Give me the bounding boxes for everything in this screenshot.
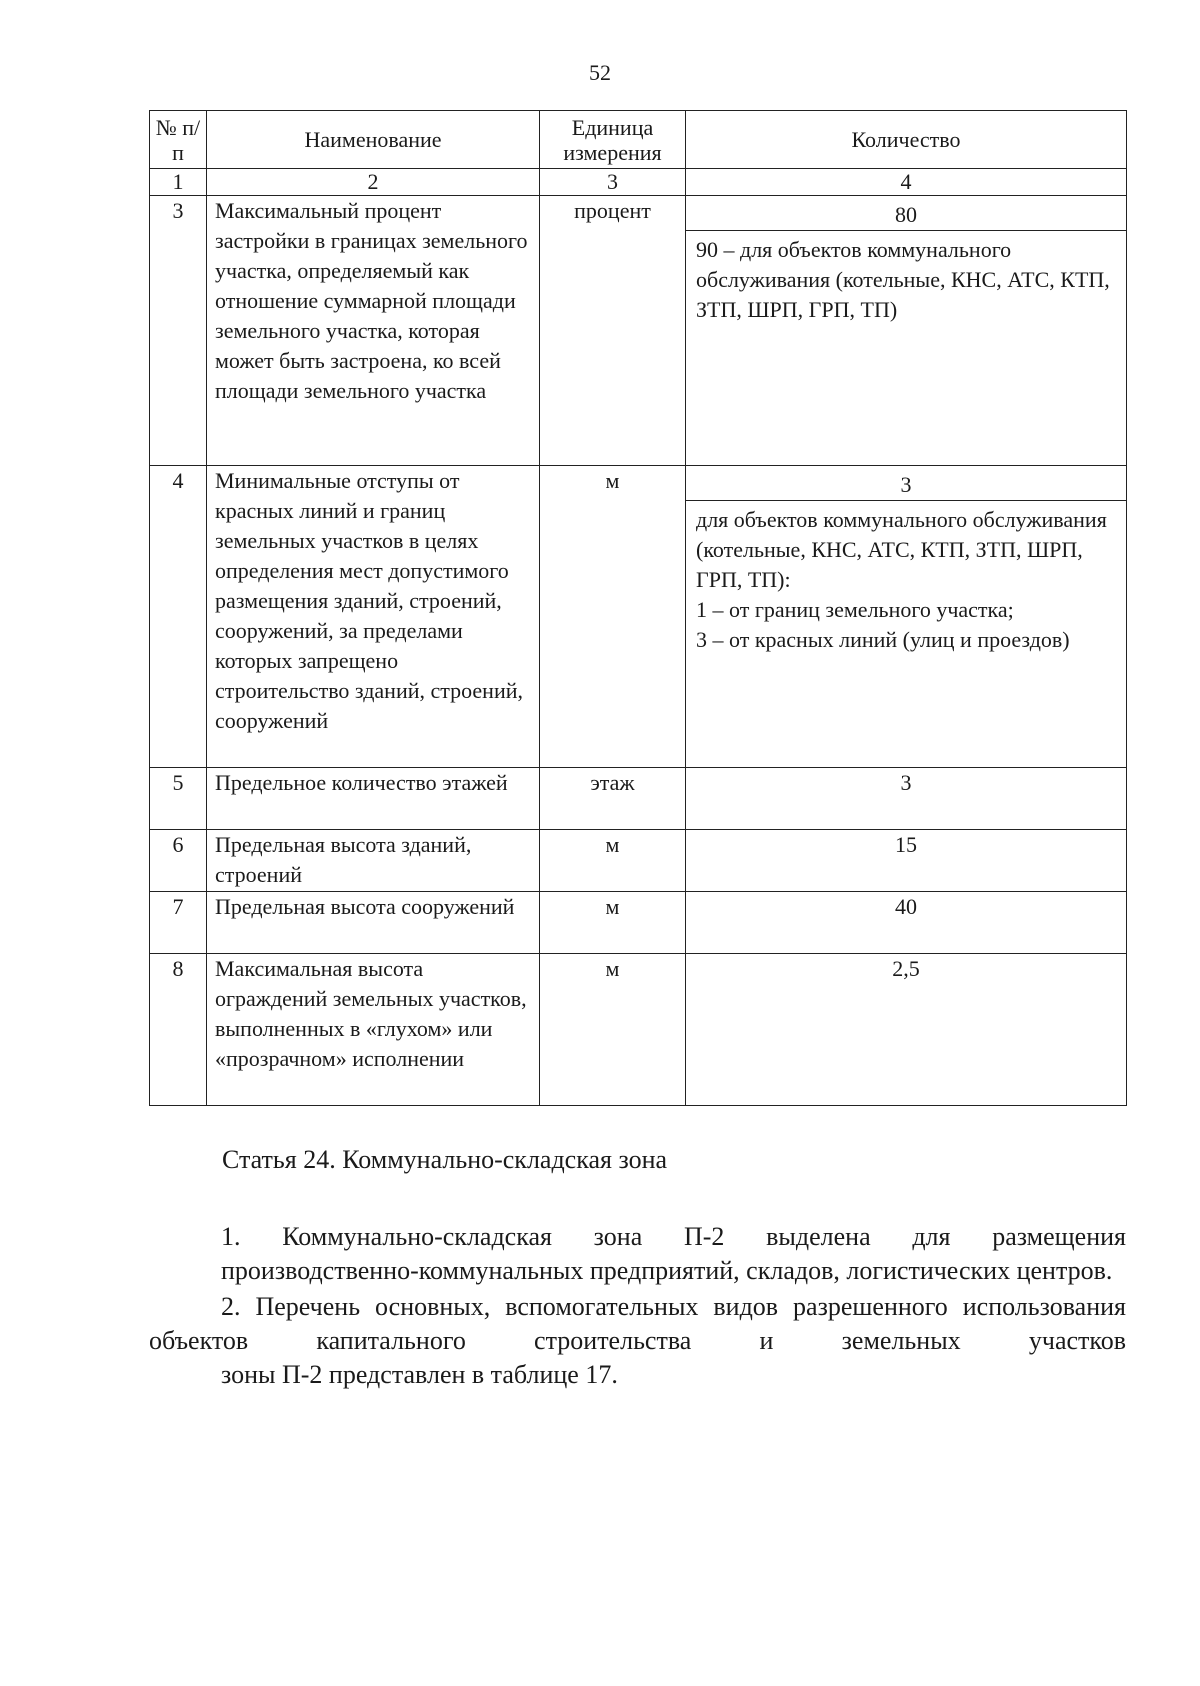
qty-note bbox=[686, 501, 1126, 655]
row-num: 4 bbox=[150, 466, 207, 768]
paragraph-line: использования объектов капитального строительства и земельных участков bbox=[149, 1292, 1127, 1355]
row-name: Минимальные отступы от красных линий и границ земельных участков в целях определения мест допустимого размещения зданий, строений, сооружений, за пределами которых запрещено строительство зданий, строений, сооружений bbox=[207, 466, 540, 768]
qty-note-line: 3 – от красных линий (улиц и проездов) bbox=[696, 627, 1070, 652]
row-qty bbox=[686, 466, 1127, 768]
qty-main-value: 3 bbox=[686, 470, 1126, 501]
row-unit: м bbox=[540, 954, 686, 1106]
row-unit: м bbox=[540, 830, 686, 892]
table-row bbox=[150, 892, 1127, 954]
qty-note-line: для объектов коммунального обслуживания (котельные, КНС, АТС, КТП, ЗТП, ШРП, ГРП, ТП): bbox=[696, 507, 1107, 592]
article-title: Статья 24. Коммунально-складская зона bbox=[222, 1145, 668, 1174]
paragraph-line: производственно-коммунальных предприятий, складов, логистических центров. bbox=[221, 1256, 1113, 1285]
row-qty: 40 bbox=[686, 892, 1127, 954]
table-header-row bbox=[150, 111, 1127, 169]
row-unit: м bbox=[540, 466, 686, 768]
row-qty: 3 bbox=[686, 768, 1127, 830]
qty-note-line: 90 – для объектов коммунального обслуживания (котельные, КНС, АТС, КТП, ЗТП, ШРП, ГРП, ТП) bbox=[696, 237, 1110, 322]
row-num: 6 bbox=[150, 830, 207, 892]
row-num: 7 bbox=[150, 892, 207, 954]
row-qty bbox=[686, 196, 1127, 466]
header-name: Наименование bbox=[207, 111, 540, 169]
row-num: 5 bbox=[150, 768, 207, 830]
row-name: Предельная высота зданий, строений bbox=[207, 830, 540, 892]
parameters-table bbox=[149, 110, 1127, 1106]
row-qty: 2,5 bbox=[686, 954, 1127, 1106]
page-number: 52 bbox=[589, 60, 611, 85]
paragraph-2 bbox=[149, 1290, 1126, 1392]
table-row bbox=[150, 196, 1127, 466]
paragraph-line: 2. Перечень основных, вспомогательных видов разрешенного bbox=[221, 1292, 948, 1321]
table-row bbox=[150, 466, 1127, 768]
header-num: № п/п bbox=[150, 111, 207, 169]
row-unit: процент bbox=[540, 196, 686, 466]
row-name: Предельная высота сооружений bbox=[207, 892, 540, 954]
row-num: 3 bbox=[150, 196, 207, 466]
column-number: 1 bbox=[150, 169, 207, 196]
row-num: 8 bbox=[150, 954, 207, 1106]
table-row bbox=[150, 954, 1127, 1106]
table-row bbox=[150, 830, 1127, 892]
row-qty: 15 bbox=[686, 830, 1127, 892]
paragraph-line: 1. Коммунально-складская зона П-2 выделена для размещения bbox=[221, 1222, 1126, 1251]
column-number: 2 bbox=[207, 169, 540, 196]
column-number: 3 bbox=[540, 169, 686, 196]
qty-note-line: 1 – от границ земельного участка; bbox=[696, 597, 1014, 622]
row-name: Максимальная высота ограждений земельных участков, выполненных в «глухом» или «прозрачном» исполнении bbox=[207, 954, 540, 1106]
header-qty: Количество bbox=[686, 111, 1127, 169]
row-name: Предельное количество этажей bbox=[207, 768, 540, 830]
column-number: 4 bbox=[686, 169, 1127, 196]
header-unit: Единица измерения bbox=[540, 111, 686, 169]
table-row bbox=[150, 768, 1127, 830]
row-name: Максимальный процент застройки в границах земельного участка, определяемый как отношение суммарной площади земельного участка, которая может быть застроена, ко всей площади земельного участка bbox=[207, 196, 540, 466]
paragraph-1 bbox=[149, 1220, 1126, 1288]
paragraph-line: зоны П-2 представлен в таблице 17. bbox=[221, 1360, 618, 1389]
row-unit: этаж bbox=[540, 768, 686, 830]
qty-main-value: 80 bbox=[686, 200, 1126, 231]
row-unit: м bbox=[540, 892, 686, 954]
qty-note bbox=[686, 231, 1126, 325]
column-number-row bbox=[150, 169, 1127, 196]
